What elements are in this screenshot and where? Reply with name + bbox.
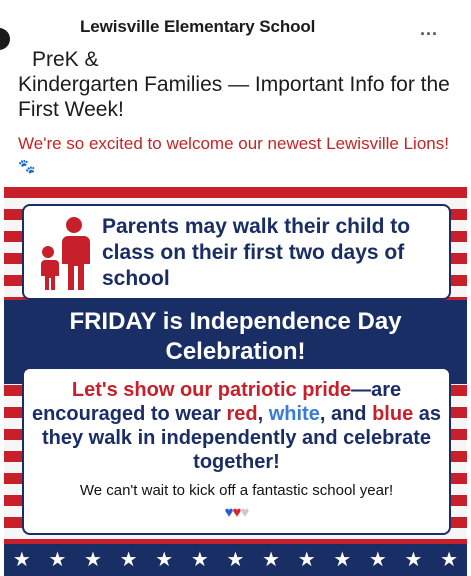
- star-icon: ★: [404, 549, 423, 571]
- post-title-line1: PreK &: [32, 48, 99, 71]
- star-bar: [4, 544, 467, 576]
- star-icon: ★: [262, 549, 281, 571]
- post-subtitle-text: We're so excited to welcome our newest Lewisville Lions!: [18, 134, 449, 153]
- star-icon: ★: [440, 549, 459, 571]
- paw-print-icon: 🐾: [18, 158, 36, 174]
- walk-to-class-text: Parents may walk their child to class on their first two days of school: [102, 215, 411, 290]
- more-options-icon[interactable]: ...: [420, 19, 439, 39]
- post-title: [18, 47, 458, 122]
- blue-heart-icon: ♥: [224, 504, 233, 521]
- independence-day-banner: [4, 307, 467, 367]
- flyer-image[interactable]: [4, 187, 467, 576]
- star-icon: ★: [368, 549, 387, 571]
- star-icon: ★: [155, 549, 174, 571]
- word-white: white: [268, 403, 320, 425]
- walk-to-class-box: [22, 204, 451, 300]
- word-blue: blue: [372, 403, 414, 425]
- star-icon: ★: [12, 549, 31, 571]
- star-icon: ★: [226, 549, 245, 571]
- post-title-line2: Kindergarten Families — Important Info for the First Week!: [18, 73, 450, 121]
- star-icon: ★: [119, 549, 138, 571]
- pride-end: as they walk in independently and celebrate together!: [42, 403, 442, 473]
- pride-mid: —are encouraged to wear: [31, 379, 402, 425]
- page-name[interactable]: Lewisville Elementary School: [80, 17, 316, 36]
- hearts-row: [24, 504, 449, 521]
- star-icon: ★: [190, 549, 209, 571]
- banner-line2: Celebration!: [165, 338, 306, 365]
- comma-2: , and: [319, 403, 373, 425]
- patriotic-pride-box: [22, 367, 451, 535]
- star-icon: ★: [48, 549, 67, 571]
- post-header: [0, 0, 471, 44]
- avatar[interactable]: [0, 28, 10, 50]
- banner-line1: FRIDAY is Independence Day: [69, 308, 402, 335]
- red-heart-icon: ♥: [232, 504, 241, 521]
- word-red: red: [226, 403, 258, 425]
- star-icon: ★: [333, 549, 352, 571]
- closing-text: We can't wait to kick off a fantastic school year!: [79, 482, 394, 499]
- white-heart-icon: ♥: [240, 504, 249, 521]
- star-icon: ★: [84, 549, 102, 571]
- star-icon: ★: [297, 549, 316, 571]
- parent-child-icon: [34, 216, 98, 290]
- post-subtitle: [18, 133, 458, 177]
- pride-lead: Let's show our patriotic pride: [71, 379, 352, 401]
- patriotic-pride-text: [30, 378, 443, 474]
- comma-1: ,: [257, 403, 269, 425]
